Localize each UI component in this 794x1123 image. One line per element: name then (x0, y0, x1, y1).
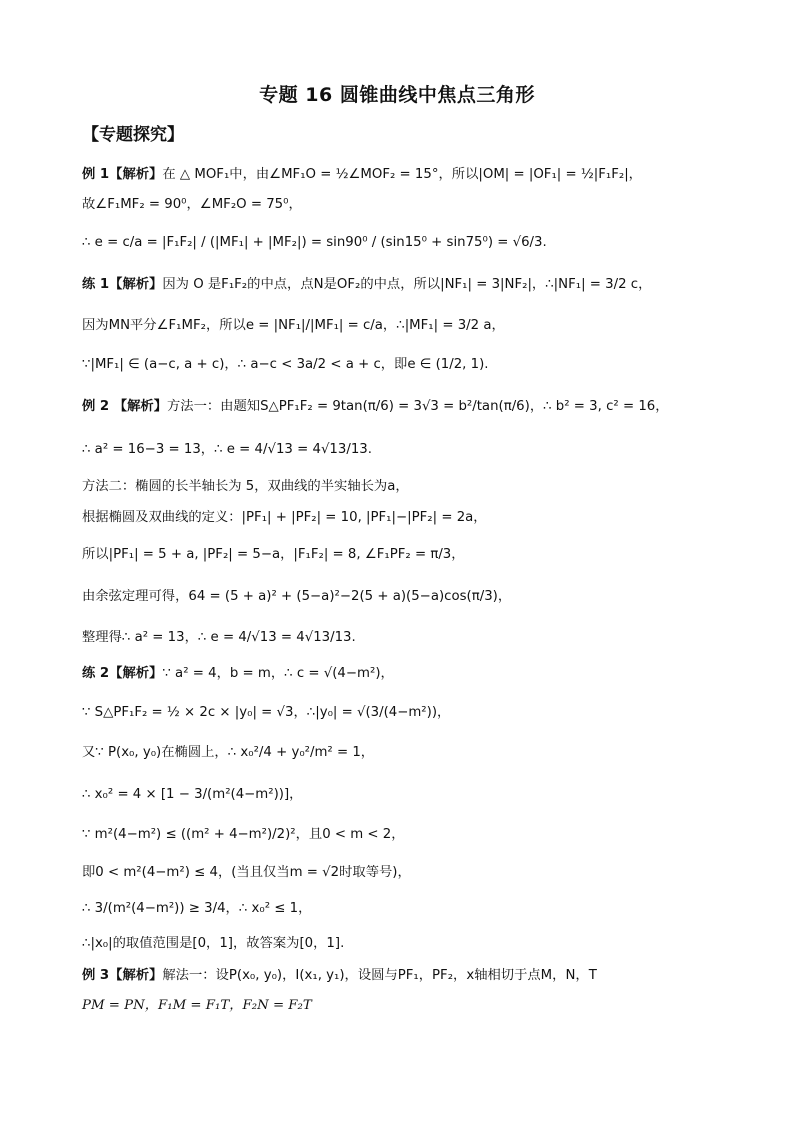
ex2-line-1 (82, 398, 669, 416)
ex2-line-2 (82, 441, 372, 459)
ex2-text-4: 根据椭圆及双曲线的定义：|PF₁| + |PF₂| = 10, |PF₁|−|PF₂| = 2a， (82, 510, 487, 525)
ex2-line-6 (82, 588, 511, 606)
ex2-text-7: 整理得∴ a² = 13，∴ e = 4/√13 = 4√13/13. (82, 630, 356, 645)
ex2-text-3: 方法二：椭圆的长半轴长为 5，双曲线的半实轴长为a， (82, 479, 409, 494)
pr2-text-3: 又∵ P(x₀, y₀)在椭圆上，∴ x₀²/4 + y₀²/m² = 1， (82, 745, 375, 760)
ex2-text-2: ∴ a² = 16−3 = 13，∴ e = 4/√13 = 4√13/13. (82, 442, 372, 457)
ex2-line-7 (82, 629, 356, 647)
pr1-text-3: ∵|MF₁| ∈ (a−c, a + c)，∴ a−c < 3a/2 < a + c，即e ∈ (1/2, 1). (82, 357, 489, 372)
pr2-line-3 (82, 744, 374, 762)
ex2-label: 例 2 【解析】 (82, 399, 167, 414)
ex2-line-3 (82, 478, 409, 496)
ex1-text-1: 在 △ MOF₁中，由∠MF₁O = ½∠MOF₂ = 15°，所以|OM| = |OF₁| = ½|F₁F₂|， (162, 167, 642, 182)
pr2-text-6: 即0 < m²(4−m²) ≤ 4，(当且仅当m = √2时取等号)， (82, 865, 411, 880)
pr1-text-1: 因为 O 是F₁F₂的中点，点N是OF₂的中点，所以|NF₁| = 3|NF₂|，∴|NF₁| = 3/2 c， (162, 277, 652, 292)
ex3-text-1: 解法一：设P(x₀, y₀)，I(x₁, y₁)，设圆与PF₁，PF₂，x轴相切于点M，N，T (162, 968, 597, 983)
pr2-line-8 (82, 935, 344, 953)
pr1-label: 练 1【解析】 (82, 277, 163, 292)
pr2-line-5 (82, 826, 405, 844)
ex1-label: 例 1【解析】 (82, 167, 163, 182)
pr2-text-1: ∵ a² = 4，b = m，∴ c = √(4−m²)， (162, 666, 394, 681)
pr1-line-1 (82, 276, 651, 294)
ex3-line-2 (82, 997, 312, 1015)
pr2-line-7 (82, 900, 311, 918)
pr2-text-5: ∵ m²(4−m²) ≤ ((m² + 4−m²)/2)²，且0 < m < 2， (82, 827, 405, 842)
ex3-text-2: PM = PN，F₁M = F₁T，F₂N = F₂T (82, 998, 312, 1013)
ex2-text-6: 由余弦定理可得，64 = (5 + a)² + (5−a)²−2(5 + a)(5−a)cos(π/3)， (82, 589, 512, 604)
ex3-line-1 (82, 967, 597, 985)
pr2-text-8: ∴|x₀|的取值范围是[0，1]，故答案为[0，1]. (82, 936, 345, 951)
ex1-line-3 (82, 234, 547, 252)
ex1-line-1 (82, 166, 642, 184)
pr1-text-2: 因为MN平分∠F₁MF₂，所以e = |NF₁|/|MF₁| = c/a，∴|MF₁| = 3/2 a， (82, 318, 505, 333)
pr2-label: 练 2【解析】 (82, 666, 163, 681)
pr2-line-2 (82, 704, 450, 722)
ex1-line-2 (82, 196, 302, 214)
pr2-text-2: ∵ S△PF₁F₂ = ½ × 2c × |y₀| = √3，∴|y₀| = √(3/(4−m²))， (82, 705, 451, 720)
pr2-text-7: ∴ 3/(m²(4−m²)) ≥ 3/4，∴ x₀² ≤ 1， (82, 901, 312, 916)
page-title: 专题 16 圆锥曲线中焦点三角形 (259, 84, 535, 106)
pr2-line-1 (82, 665, 394, 683)
ex1-text-3: ∴ e = c/a = |F₁F₂| / (|MF₁| + |MF₂|) = sin90⁰ / (sin15⁰ + sin75⁰) = √6/3. (82, 235, 547, 250)
ex2-line-4 (82, 509, 487, 527)
ex2-text-5: 所以|PF₁| = 5 + a, |PF₂| = 5−a，|F₁F₂| = 8, ∠F₁PF₂ = π/3， (82, 547, 465, 562)
pr2-line-4 (82, 786, 302, 804)
ex2-text-1: 方法一：由题知S△PF₁F₂ = 9tan(π/6) = 3√3 = b²/tan(π/6)，∴ b² = 3, c² = 16， (167, 399, 669, 414)
ex2-line-5 (82, 546, 465, 564)
pr2-text-4: ∴ x₀² = 4 × [1 − 3/(m²(4−m²))]， (82, 787, 303, 802)
ex1-text-2: 故∠F₁MF₂ = 90⁰，∠MF₂O = 75⁰， (82, 197, 302, 212)
ex3-label: 例 3【解析】 (82, 968, 163, 983)
section-heading: 【专题探究】 (82, 125, 184, 145)
pr1-line-3 (82, 356, 489, 374)
pr2-line-6 (82, 864, 411, 882)
pr1-line-2 (82, 317, 505, 335)
